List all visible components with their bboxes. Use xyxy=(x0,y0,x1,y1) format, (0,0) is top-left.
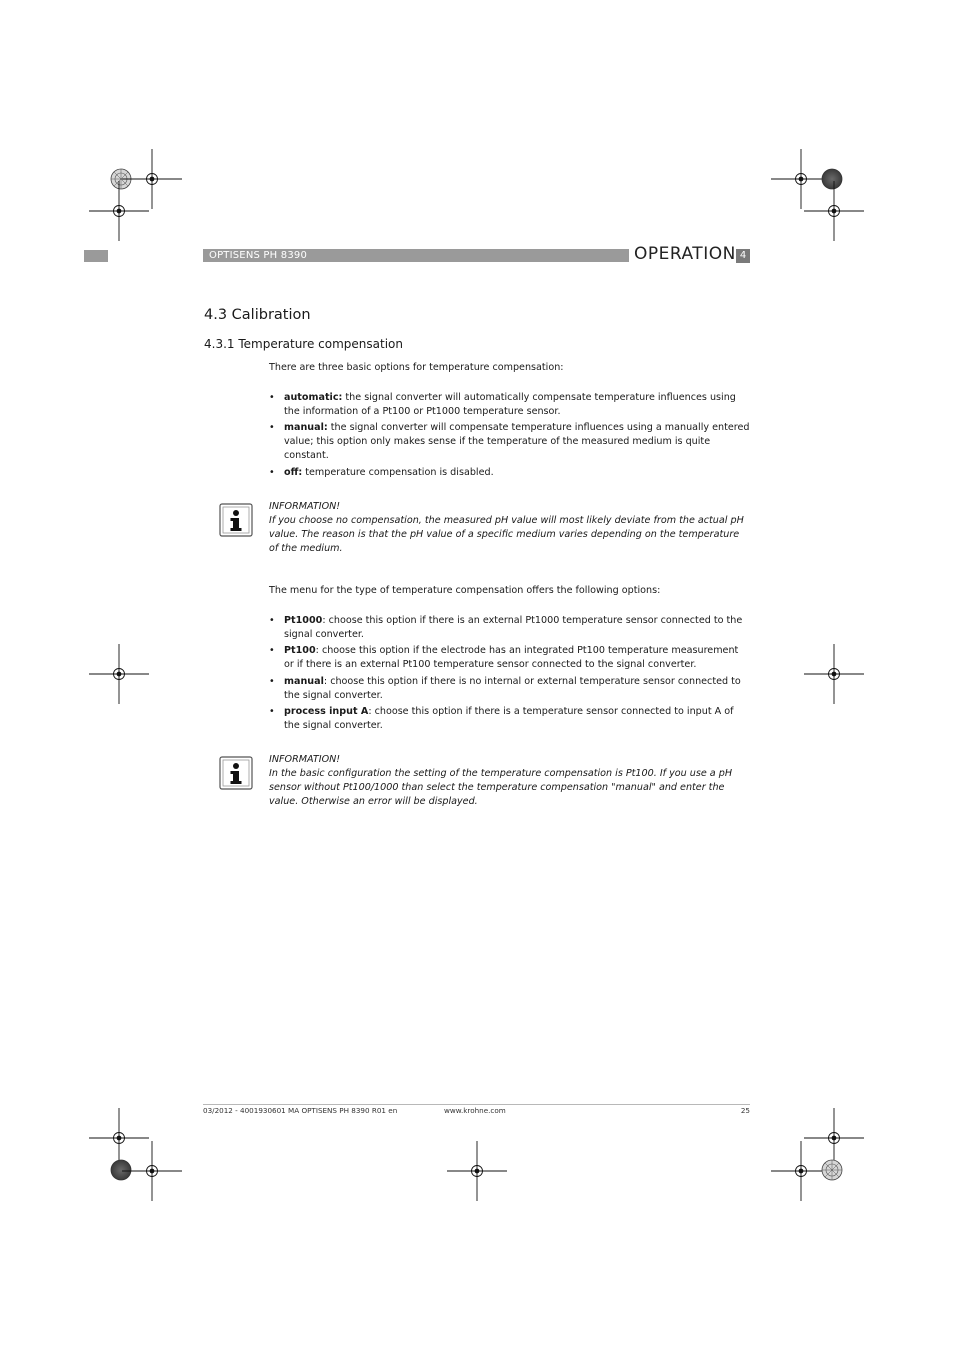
option-term: automatic: xyxy=(284,392,343,403)
option-description: : choose this option if there is an external Pt1000 temperature sensor connected to the signal converter. xyxy=(284,615,743,640)
bullet-marker: • xyxy=(269,615,275,626)
registration-mark-icon xyxy=(804,181,864,241)
color-patch-icon xyxy=(111,1160,131,1180)
header-section-title: OPERATION xyxy=(634,244,736,264)
registration-mark-icon xyxy=(804,644,864,704)
info-title: INFORMATION! xyxy=(269,501,341,512)
bullet-marker: • xyxy=(269,706,275,718)
bullet-marker: • xyxy=(269,675,275,687)
footer-page-number: 25 xyxy=(740,1106,750,1115)
info-title: INFORMATION! xyxy=(269,754,341,765)
footer-doc-reference: 03/2012 - 4001930601 MA OPTISENS PH 8390 R01 en xyxy=(203,1106,398,1115)
option-term: Pt1000 xyxy=(284,615,323,626)
option-description: : choose this option if the electrode has an integrated Pt100 temperature measurement or if there is an external Pt100 temperature sensor connected to the signal converter. xyxy=(284,645,739,671)
intro-paragraph: There are three basic options for temperature compensation: xyxy=(269,362,564,373)
registration-mark-icon xyxy=(89,181,149,241)
registration-mark-icon xyxy=(447,1141,507,1201)
footer-website: www.krohne.com xyxy=(444,1106,506,1115)
color-patch-icon xyxy=(822,169,842,189)
bullet-marker: • xyxy=(269,466,275,478)
registration-mark-icon xyxy=(804,1108,864,1168)
option-description: : choose this option if there is a temperature sensor connected to input A of the signal converter. xyxy=(284,706,734,731)
bullet-marker: • xyxy=(269,645,275,657)
option-term: manual xyxy=(284,675,324,687)
option-term: manual: xyxy=(284,422,328,434)
section-title: 4.3 Calibration xyxy=(204,307,311,323)
option-description: the signal converter will automatically compensate temperature influences using the information of a Pt100 or Pt1000 temperature sensor. xyxy=(284,392,736,417)
subsection-title: 4.3.1 Temperature compensation xyxy=(204,337,404,351)
info-text: In the basic configuration the setting of the temperature compensation is Pt100. If you use a pH sensor without Pt100/1000 than select the temperature compensation "manual" and enter the value. Otherwise an error will be displayed. xyxy=(269,768,733,807)
menu-intro-paragraph: The menu for the type of temperature compensation offers the following options: xyxy=(269,585,661,596)
option-description: temperature compensation is disabled. xyxy=(302,466,494,478)
bullet-marker: • xyxy=(269,422,275,434)
option-description: : choose this option if there is no internal or external temperature sensor connected to the signal converter. xyxy=(284,675,741,701)
info-text: If you choose no compensation, the measured pH value will most likely deviate from the actual pH value. The reason is that the pH value of a specific medium varies depending on the temperature of the medium. xyxy=(269,515,744,554)
registration-mark-icon xyxy=(122,1141,182,1201)
option-term: Pt100 xyxy=(284,645,316,657)
color-patch-icon xyxy=(822,1160,842,1180)
option-term: off: xyxy=(284,466,303,478)
registration-mark-icon xyxy=(89,644,149,704)
header-chapter-number: 4 xyxy=(736,249,750,263)
header-product-name: OPTISENS PH 8390 xyxy=(209,250,308,261)
registration-mark-icon xyxy=(89,1108,149,1168)
bullet-marker: • xyxy=(269,392,275,403)
option-description: the signal converter will compensate temperature influences using a manually entered value; this option only makes sense if the temperature of the measured medium is quite constant. xyxy=(284,422,750,461)
registration-mark-icon xyxy=(122,149,182,209)
option-term: process input A xyxy=(284,706,369,718)
